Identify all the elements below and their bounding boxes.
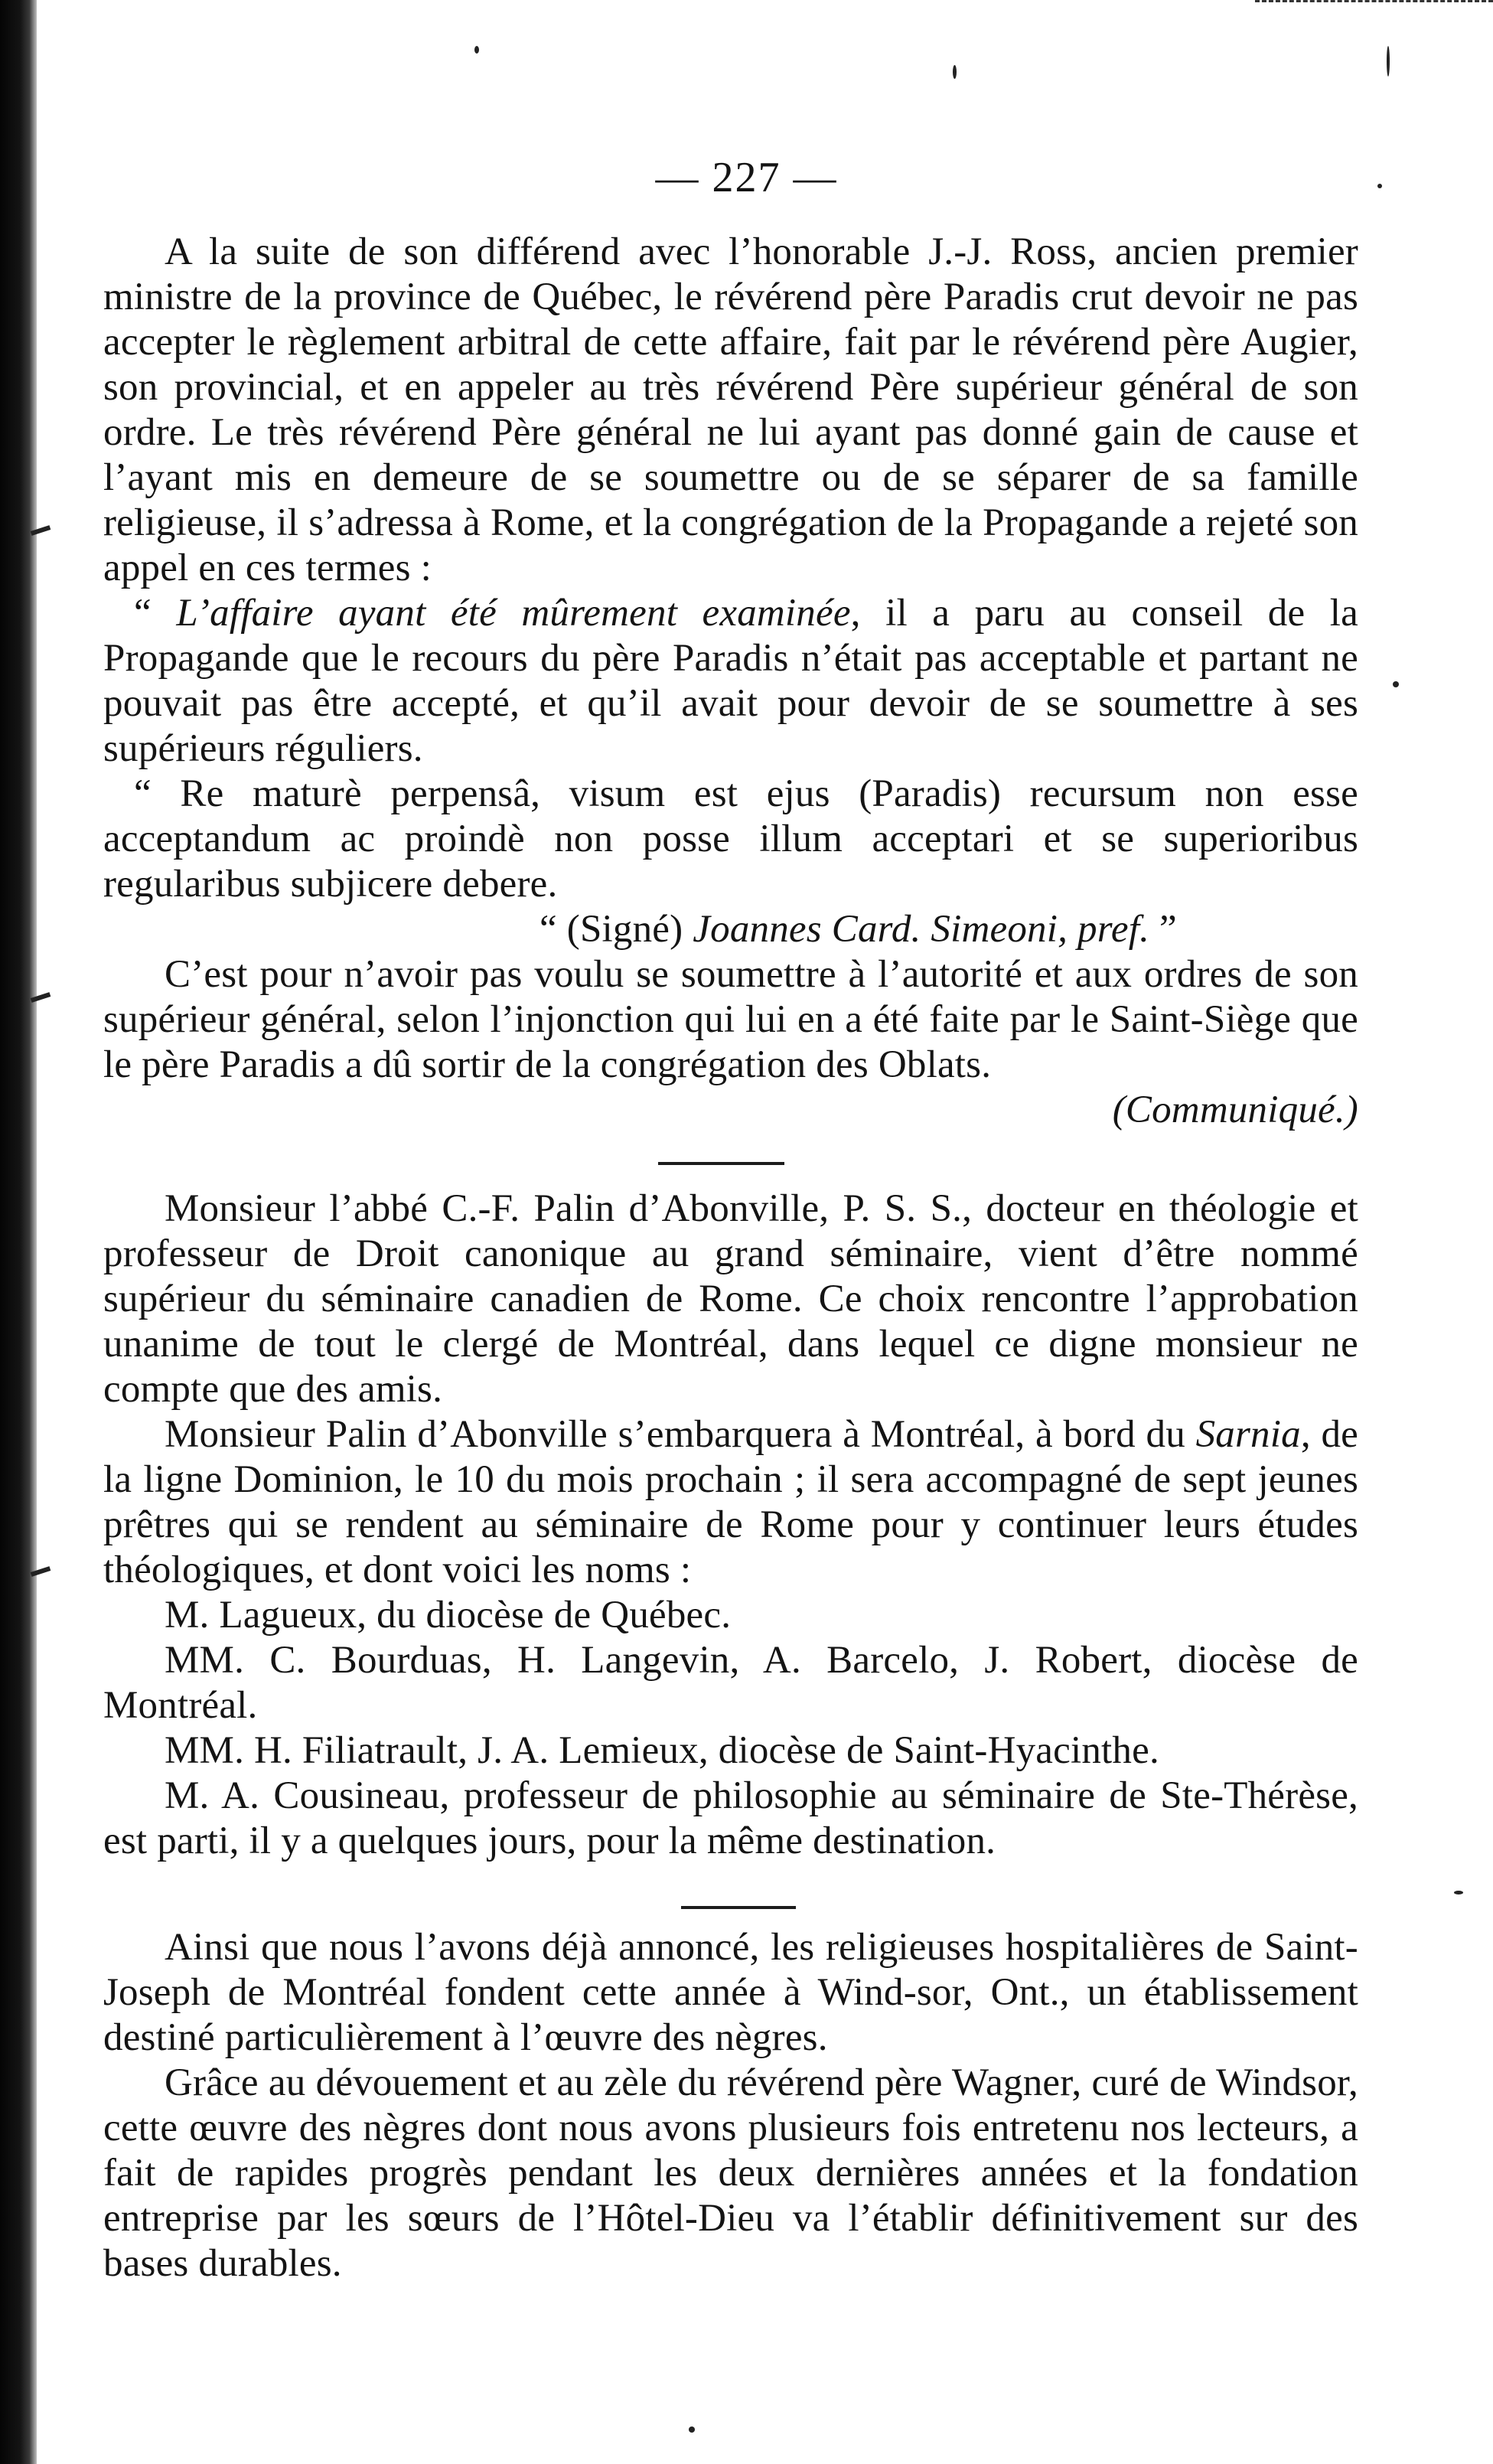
article-paradis — [103, 230, 1358, 1133]
quote-french — [103, 591, 1358, 772]
section-divider — [658, 1162, 784, 1165]
scan-speck — [1387, 46, 1390, 77]
paragraph: Monsieur l’abbé C.-F. Palin d’Abonville, P. S. S., docteur en théologie et professeur de Droit canonique au grand séminaire, vient d’être nommé supérieur du séminaire canadien de Rome. Ce choix rencontre l’approbation unanime de tout le clergé de Montréal, dans lequel ce digne monsieur ne compte que des amis. — [103, 1187, 1358, 1411]
scan-speck — [474, 46, 479, 54]
source-text: (Communiqué.) — [1112, 1088, 1358, 1131]
quote-open: “ — [134, 592, 177, 635]
scan-speck — [953, 65, 957, 79]
text-run: Monsieur Palin d’Abonville s’embarquera à Montréal, à bord du — [165, 1413, 1196, 1456]
scan-edge-mark — [1255, 0, 1493, 5]
section-divider — [681, 1906, 796, 1909]
paragraph: Ainsi que nous l’avons déjà annoncé, les religieuses hospitalières de Saint-Joseph de Montréal fondent cette année à Wind-sor, Ont., un établissement destiné particulièrement à l’œuvre des nègres. — [103, 1926, 1358, 2059]
quote-rest: , il a paru au conseil de la Propagande que le recours du père Paradis n’était pas acceptable et partant ne pouvait pas être accepté, et qu’il avait pour devoir de se soumettre à ses supérieurs réguliers. — [103, 592, 1358, 770]
name-line: MM. C. Bourduas, H. Langevin, A. Barcelo, J. Robert, diocèse de Montréal. — [103, 1639, 1358, 1727]
paragraph — [103, 1412, 1358, 1593]
name-line: M. Lagueux, du diocèse de Québec. — [165, 1594, 732, 1637]
scan-speck — [1393, 681, 1399, 687]
quote-latin: “ Re maturè perpensâ, visum est ejus (Paradis) recursum non esse acceptandum ac proindè non posse illum acceptari et se superioribus regularibus subjicere debere. — [103, 772, 1358, 906]
paragraph: C’est pour n’avoir pas voulu se soumettre à l’autorité et aux ordres de son supérieur général, selon l’injonction qui lui en a été faite par le Saint-Siège que le père Paradis a dû sortir de la congrégation des Oblats. — [103, 953, 1358, 1086]
article-palin — [103, 1186, 1358, 1864]
source-note — [103, 1088, 1358, 1133]
text-run: , de la ligne Dominion, le 10 du mois prochain ; il sera accompagné de sept jeunes prêtres qui se rendent au séminaire de Rome pour y continuer leurs études théologiques, et dont voici les noms : — [103, 1413, 1359, 1591]
paragraph: A la suite de son différend avec l’honorable J.-J. Ross, ancien premier ministre de la province de Québec, le révérend père Paradis crut devoir ne pas accepter le règlement arbitral de cette affaire, fait par le révérend père Augier, son provincial, et en appeler au très révérend Père supérieur général de son ordre. Le très révérend Père général ne lui ayant pas donné gain de cause et l’ayant mis en demeure de se soumettre ou de se séparer de sa famille religieuse, il s’adressa à Rome, et la congrégation de la Propagande a rejeté son appel en ces termes : — [103, 230, 1358, 589]
page-number: — 227 — — [655, 154, 838, 201]
paragraph: M. A. Cousineau, professeur de philosophie au séminaire de Ste-Thérèse, est parti, il y a quelques jours, pour la même destination. — [103, 1774, 1358, 1862]
name-line: MM. H. Filiatrault, J. A. Lemieux, diocèse de Saint-Hyacinthe. — [165, 1729, 1159, 1772]
ship-name: Sarnia — [1195, 1413, 1301, 1456]
article-windsor — [103, 1925, 1358, 2286]
signature-suffix: ” — [1149, 908, 1177, 951]
paragraph: Grâce au dévouement et au zèle du révérend père Wagner, curé de Windsor, cette œuvre des nègres dont nous avons plusieurs fois entretenu nos lecteurs, a fait de rapides progrès pendant les deux dernières années et la fondation entreprise par les sœurs de l’Hôtel-Dieu va l’établir définitivement sur des bases durables. — [103, 2061, 1358, 2285]
quote-italic: L’affaire ayant été mûrement examinée — [176, 592, 851, 635]
scan-speck — [689, 2426, 695, 2433]
signature-name: Joannes Card. Simeoni, pref. — [693, 908, 1150, 951]
signature-prefix: “ (Signé) — [540, 908, 693, 951]
binding-edge — [0, 0, 37, 2464]
scan-speck — [1454, 1891, 1463, 1895]
signature — [103, 907, 1358, 952]
